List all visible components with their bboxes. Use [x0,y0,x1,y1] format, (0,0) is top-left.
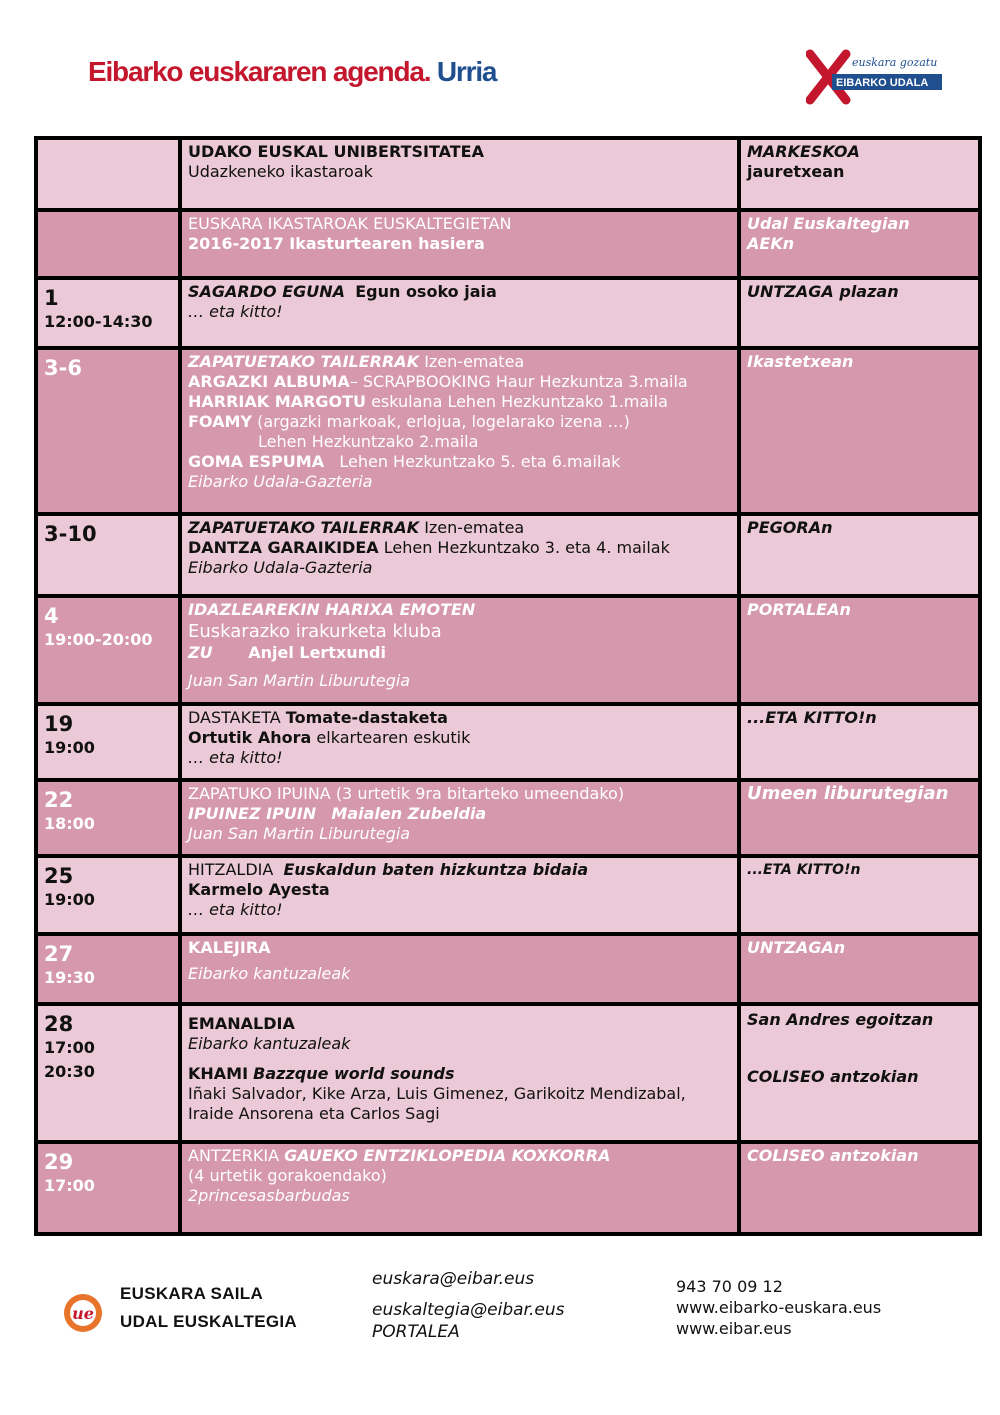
date-cell [36,1004,180,1142]
event-cell [180,1004,739,1142]
event-detail: (4 urtetik gorakoendako) [188,1166,387,1185]
place-text: Ikastetxean [747,352,854,371]
workshop-name: GOMA ESPUMA [188,452,325,471]
event-detail: elkartearen eskutik [316,728,471,747]
email-link-2[interactable]: euskaltegia@eibar.eus [372,1300,565,1320]
event-subtitle: Egun osoko jaia [355,282,497,301]
table-row [36,278,980,348]
event-organizer: Juan San Martin Liburutegia [188,671,411,690]
date-cell [36,210,180,278]
date-cell [36,138,180,210]
event-time: 12:00-14:30 [44,312,153,331]
event-performers-2: Iraide Ansorena eta Carlos Sagi [188,1104,440,1123]
table-row [36,210,980,278]
event-work: ZU [188,643,213,662]
event-cell [180,934,739,1004]
event-title: SAGARDO EGUNA [188,282,346,301]
place-cell [739,596,980,704]
table-row [36,1004,980,1142]
table-row [36,1142,980,1234]
event-cell [180,704,739,780]
place-cell [739,780,980,856]
event-cell [180,210,739,278]
event-title: ZAPATUETAKO TAILERRAK [188,352,420,371]
table-row [36,514,980,596]
event-organizer: Eibarko kantuzaleak [188,1034,351,1053]
event-day: 19 [44,712,74,736]
event-work: IPUINEZ IPUIN [188,804,317,823]
event-time: 18:00 [44,814,95,833]
table-row [36,934,980,1004]
event-author: Maialen Zubeldia [331,804,487,823]
event-day: 25 [44,864,74,888]
event-title: Euskaldun baten hizkuntza bidaia [283,860,589,879]
place-cell [739,514,980,596]
workshop-detail: eskulana Lehen Hezkuntzako 1.maila [371,392,668,411]
event-performers: Iñaki Salvador, Kike Arza, Luis Gimenez, Garikoitz Mendizabal, [188,1084,686,1103]
place-cell [739,138,980,210]
table-row [36,348,980,514]
place-cell [739,1142,980,1234]
event-host: Ortutik Ahora [188,728,312,747]
event-title: ZAPATUKO IPUINA (3 urtetik 9ra bitarteko umeendako) [188,784,625,803]
workshop-detail: (argazki markoak, erlojua, logelarako izena …) [257,412,630,431]
event-title: IDAZLEAREKIN HARIXA EMOTEN [188,600,476,619]
department-name-2: UDAL EUSKALTEGIA [120,1312,298,1331]
event-cell [180,514,739,596]
event-organizer: Juan San Martin Liburutegia [188,824,411,843]
event-organizer: Eibarko Udala-Gazteria [188,558,373,577]
email-location: PORTALEA [372,1322,460,1342]
place-text: San Andres egoitzan [747,1010,934,1029]
place-text: ...ETA KITTO!n [747,862,861,878]
logo-tagline: euskara gozatu [852,56,938,69]
place-cell [739,348,980,514]
contact-block [676,1276,881,1339]
workshop-name: HARRIAK MARGOTU [188,392,366,411]
place-text: Umeen liburutegian [747,783,949,804]
footer [0,1262,1000,1382]
page-title [88,56,496,88]
place-text: UNTZAGAn [747,938,846,957]
event-subtitle: Euskarazko irakurketa kluba [188,621,442,642]
event-title: GAUEKO ENTZIKLOPEDIA KOXKORRA [284,1146,611,1165]
event-day: 22 [44,788,74,812]
event-day: 28 [44,1012,74,1036]
place-text: PEGORAn [747,518,833,537]
event-time: 19:00 [44,738,95,757]
event-time: 19:30 [44,968,95,987]
table-row [36,704,980,780]
date-cell [36,704,180,780]
euskaltegia-logo [62,1292,104,1334]
event-organizer: … eta kitto! [188,748,283,767]
event-time: 17:00 [44,1038,95,1057]
event-cell [180,138,739,210]
place-text-2: AEKn [747,234,795,253]
event-type: ANTZERKIA [188,1146,280,1165]
event-day: 27 [44,942,74,966]
date-cell [36,348,180,514]
workshop-detail: Lehen Hezkuntzako 5. eta 6.mailak [339,452,621,471]
date-cell [36,278,180,348]
place-cell [739,1004,980,1142]
place-cell [739,210,980,278]
phone-number: 943 70 09 12 [676,1277,783,1296]
event-title: EMANALDIA [188,1014,295,1033]
logo-name: EIBARKO UDALA [836,77,929,89]
place-text-2: COLISEO antzokian [747,1067,919,1086]
table-row [36,596,980,704]
workshop-name: DANTZA GARAIKIDEA [188,538,379,557]
place-cell [739,704,980,780]
email-block [372,1268,564,1343]
event-time-2: 20:30 [44,1062,95,1081]
event-subtitle: Bazzque world sounds [253,1064,455,1083]
place-text: MARKESKOA [747,142,860,161]
event-cell [180,596,739,704]
event-title: ZAPATUETAKO TAILERRAK [188,518,420,537]
event-organizer: Eibarko Udala-Gazteria [188,472,373,491]
event-detail: 2016-2017 Ikasturtearen hasiera [188,234,485,253]
event-cell [180,348,739,514]
department [120,1280,297,1336]
event-title: EUSKARA IKASTAROAK EUSKALTEGIETAN [188,214,512,233]
title-month: Urria [436,56,497,87]
workshop-name: ARGAZKI ALBUMA [188,372,350,391]
event-subtitle: Izen-ematea [424,352,525,371]
event-organizer: … eta kitto! [188,302,283,321]
eibarko-udala-logo [806,48,946,106]
date-cell [36,596,180,704]
date-cell [36,1142,180,1234]
place-text: ...ETA KITTO!n [747,708,877,727]
event-day: 3-10 [44,522,97,546]
place-text-2: jauretxean [747,162,845,181]
place-text: UNTZAGA plazan [747,282,899,301]
event-title: Tomate-dastaketa [285,708,448,727]
event-organizer: 2princesasbarbudas [188,1186,350,1205]
event-organizer: … eta kitto! [188,900,283,919]
date-cell [36,780,180,856]
event-detail: Udazkeneko ikastaroak [188,162,373,181]
event-time: 19:00 [44,890,95,909]
event-cell [180,780,739,856]
place-text: Udal Euskaltegian [747,214,910,233]
event-title: UDAKO EUSKAL UNIBERTSITATEA [188,142,484,161]
event-title-2: KHAMI [188,1064,249,1083]
place-text: PORTALEAn [747,600,851,619]
department-name: EUSKARA SAILA [120,1284,264,1303]
table-row [36,856,980,934]
event-time: 19:00-20:00 [44,630,153,649]
date-cell [36,856,180,934]
logo-text: ue [72,1304,94,1323]
workshop-detail: Lehen Hezkuntzako 2.maila [258,432,479,451]
workshop-name: FOAMY [188,412,252,431]
place-text: COLISEO antzokian [747,1146,919,1165]
agenda-table [34,136,982,1236]
website-link[interactable]: www.eibarko-euskara.eus [676,1298,882,1317]
event-time: 17:00 [44,1176,95,1195]
event-subtitle: Izen-ematea [424,518,525,537]
title-text: Eibarko euskararen agenda. [88,56,431,87]
event-day: 4 [44,604,59,628]
event-day: 1 [44,286,59,310]
event-day: 29 [44,1150,74,1174]
table-row [36,780,980,856]
event-day: 3-6 [44,356,82,380]
event-type: HITZALDIA [188,860,274,879]
date-cell [36,514,180,596]
event-cell [180,278,739,348]
event-author: Anjel Lertxundi [248,643,386,662]
workshop-detail: – SCRAPBOOKING Haur Hezkuntza 3.maila [349,372,688,391]
table-row [36,138,980,210]
event-type: DASTAKETA [188,708,281,727]
event-cell [180,1142,739,1234]
date-cell [36,934,180,1004]
place-cell [739,934,980,1004]
event-organizer: Eibarko kantuzaleak [188,964,351,983]
email-link[interactable]: euskara@eibar.eus [372,1269,535,1289]
workshop-detail: Lehen Hezkuntzako 3. eta 4. mailak [383,538,670,557]
place-cell [739,278,980,348]
place-cell [739,856,980,934]
event-title: KALEJIRA [188,938,271,957]
website-link-2[interactable]: www.eibar.eus [676,1319,792,1338]
event-speaker: Karmelo Ayesta [188,880,330,899]
event-cell [180,856,739,934]
